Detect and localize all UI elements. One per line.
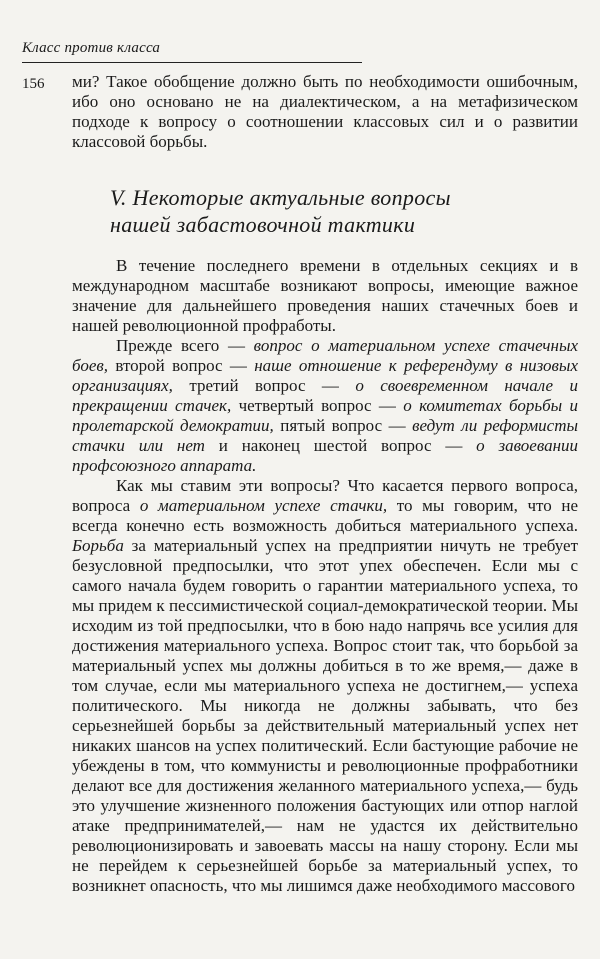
running-title: Класс против класса [22, 40, 161, 56]
p2-question-5: ведут ли реформисты стачки или нет [72, 416, 578, 455]
header-rule [22, 62, 362, 63]
paragraph-1: В течение последнего времени в отдельных секциях и в международном масштабе возникают вопросы, имеющие важное значение для дальнейшего проведения наших стачечных боев и нашей революционной профработы. [72, 256, 578, 335]
p2-text-a: Прежде всего — [116, 336, 254, 355]
p3-emphasis-1: о материальном успехе стачки, [139, 496, 388, 515]
p3-text-e: за материальный успех на предприятии ничуть не требует безусловной предпосылки, что этот упех обеспечен. Если мы с самого начала будем говорить о гарантии материального успеха, то мы придем к пессимистической социал-демократической теории. Мы исходим из той предпосылки, что в бою надо напрячь все усилия для достижения материального успеха. Вопрос стоит так, что борьбой за материальный успех мы должны добиться в то же время,— даже в том случае, если мы материального успеха не достигнем,— успеха политического. Мы никогда не должны забывать, что без серьезнейшей борьбы за действительный материальный успех нет никаких шансов на успех политический. Если бастующие рабочие не убеждены в том, что коммунисты и революционные профработники делают все для достижения желанного материального успеха,— будь это улучшение жизненного положения бастующих или отпор наглой атаке предпринимателей,— нам не удастся их действительно революционизировать и завоевать массы на нашу сторону. Если мы не перейдем к серьезнейшей борьбе за материальный успех, то возникнет опасность, что мы лишимся даже необходимого массового [72, 536, 578, 895]
p2-question-1: вопрос о материальном успехе стачечных боев, [72, 336, 579, 375]
section-heading-line-1: V. Некоторые актуальные вопросы [110, 185, 451, 210]
paragraph-3 [72, 476, 578, 896]
p2-question-6: о завоевании профсоюзного аппарата. [72, 436, 579, 475]
section-heading-line-2: нашей забастовочной тактики [110, 212, 416, 237]
p2-question-2: наше отношение к референдуму в низовых организациях, [72, 356, 578, 395]
body-text [72, 72, 578, 896]
section-heading [110, 184, 578, 238]
p3-text-a: Как мы ставим эти вопросы? Что касается первого вопроса, вопроса [72, 476, 578, 515]
page-number: 156 [22, 76, 45, 92]
intro-paragraph: ми? Такое обобщение должно быть по необходимости ошибочным, ибо оно основано не на диалектическом, а на метафизическом подходе к вопросу о соотношении классовых сил и о развитии классовой борьбы. [72, 72, 578, 151]
p2-text-g: четвертый вопрос — [231, 396, 404, 415]
p2-text-k: и наконец шестой вопрос — [204, 436, 477, 455]
p2-text-c: второй вопрос — [108, 356, 255, 375]
p2-text-e: третий вопрос — [172, 376, 356, 395]
p2-question-3: о своевременном начале и прекращении стачек, [72, 376, 578, 415]
p3-emphasis-2: Борьба [72, 536, 124, 555]
p2-text-i: пятый вопрос — [273, 416, 413, 435]
p3-text-c: то мы говорим, что не всегда конечно есть возможность добиться материального успеха. [72, 496, 578, 535]
paragraph-2 [72, 336, 578, 476]
p2-question-4: о комитетах борьбы и пролетарской демократии, [72, 396, 578, 435]
